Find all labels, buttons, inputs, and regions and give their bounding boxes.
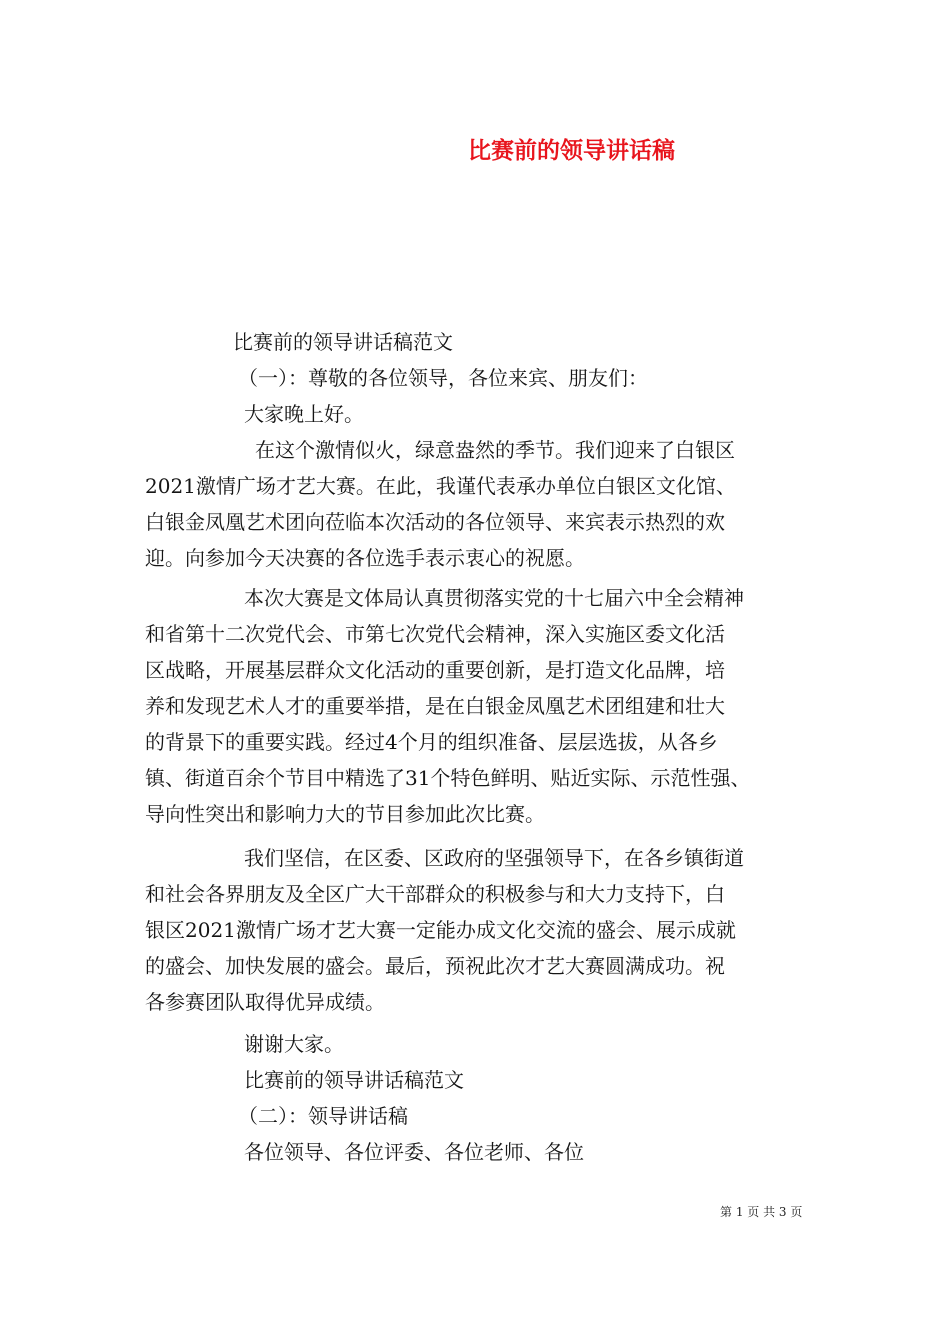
text-line: 和省第十二次党代会、市第七次党代会精神，深入实施区委文化活: [145, 622, 725, 646]
text-line: 白银金凤凰艺术团向莅临本次活动的各位领导、来宾表示热烈的欢: [145, 510, 725, 534]
text-line: 的背景下的重要实践。经过4个月的组织准备、层层选拔，从各乡: [145, 730, 718, 754]
text-line: 谢谢大家。: [244, 1032, 344, 1056]
text-line: 本次大赛是文体局认真贯彻落实党的十七届六中全会精神: [244, 586, 744, 610]
text-line: 大家晚上好。: [244, 402, 364, 426]
text-line: 养和发现艺术人才的重要举措，是在白银金凤凰艺术团组建和壮大: [145, 694, 725, 718]
page-number: 第 1 页 共 3 页: [720, 1205, 803, 1219]
text-line: 和社会各界朋友及全区广大干部群众的积极参与和大力支持下，白: [145, 882, 725, 906]
text-line: 比赛前的领导讲话稿范文: [244, 1068, 464, 1092]
text-line: 比赛前的领导讲话稿范文: [233, 330, 453, 354]
text-line: 各参赛团队取得优异成绩。: [145, 990, 385, 1014]
text-line: 迎。向参加今天决赛的各位选手表示衷心的祝愿。: [145, 546, 585, 570]
text-line: 的盛会、加快发展的盛会。最后，预祝此次才艺大赛圆满成功。祝: [145, 954, 725, 978]
text-line: 2021激情广场才艺大赛。在此，我谨代表承办单位白银区文化馆、: [145, 474, 736, 498]
text-line: 导向性突出和影响力大的节目参加此次比赛。: [145, 802, 545, 826]
text-line: 区战略，开展基层群众文化活动的重要创新，是打造文化品牌，培: [145, 658, 725, 682]
text-line: （一）：尊敬的各位领导，各位来宾、朋友们：: [238, 366, 648, 390]
text-line: 我们坚信，在区委、区政府的坚强领导下，在各乡镇街道: [244, 846, 744, 870]
text-line: 银区2021激情广场才艺大赛一定能办成文化交流的盛会、展示成就: [145, 918, 736, 942]
document-title: 比赛前的领导讲话稿: [468, 137, 675, 164]
text-line: 镇、街道百余个节目中精选了31个特色鲜明、贴近实际、示范性强、: [145, 766, 751, 790]
text-line: 各位领导、各位评委、各位老师、各位: [244, 1140, 584, 1164]
text-line: 在这个激情似火，绿意盎然的季节。我们迎来了白银区: [255, 438, 735, 462]
text-line: （二）：领导讲话稿: [238, 1104, 408, 1128]
